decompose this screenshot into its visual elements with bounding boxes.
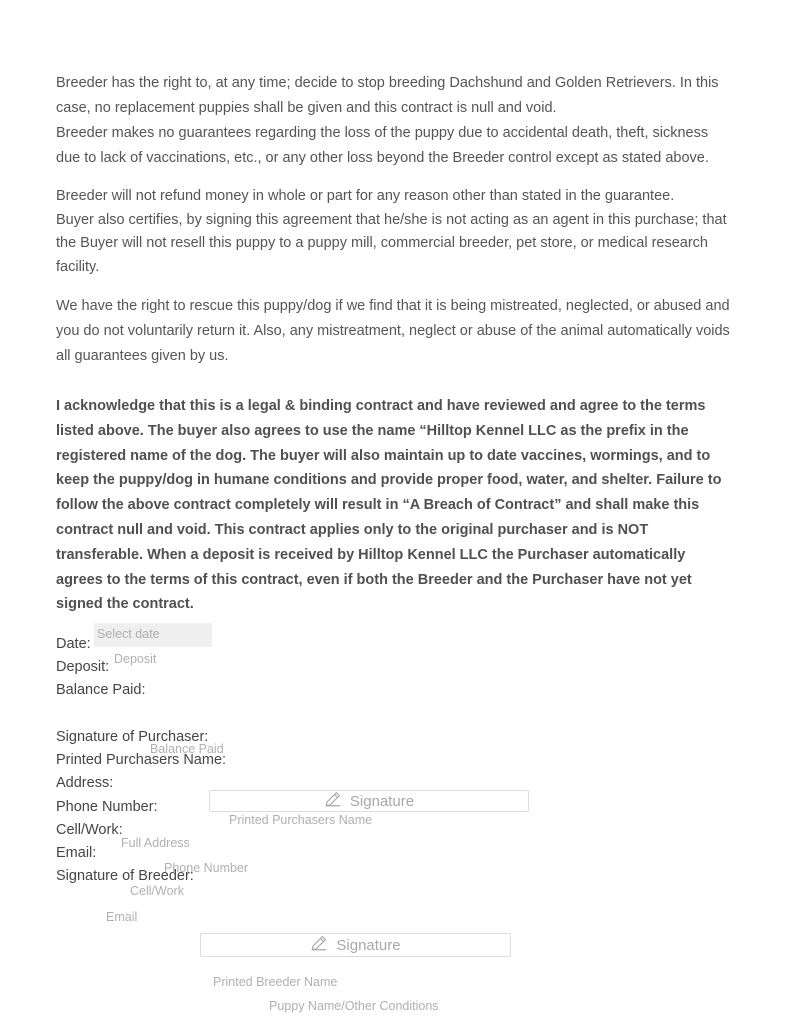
email-label: Email: (56, 845, 97, 861)
pen-icon (324, 790, 342, 812)
purchaser-signature-field[interactable] (209, 790, 529, 812)
breeder-signature-text: Signature (336, 936, 401, 954)
date-label: Date: (56, 636, 91, 652)
paragraph-rescue-right: We have the right to rescue this puppy/dog if we find that it is being mistreated, neglected, or abused and you do not voluntarily return it. Also, any mistreatment, neglect or abuse of the animal automatically voids all guarantees given by us. (56, 298, 730, 364)
pen-icon (310, 934, 328, 956)
puppy-name-input[interactable]: Puppy Name/Other Conditions (269, 999, 439, 1013)
printed-purchasers-name-input[interactable]: Printed Purchasers Name (229, 813, 373, 827)
breeder-signature-field[interactable] (200, 933, 511, 957)
printed-breeder-name-input[interactable]: Printed Breeder Name (213, 975, 338, 989)
paragraph-acknowledgement: I acknowledge that this is a legal & binding contract and have reviewed and agree to the terms listed above. The buyer also agrees to use the name “Hilltop Kennel LLC as the prefix in the registered name of the dog. The buyer will also maintain up to date vaccines, wormings, and to keep the puppy/dog in humane conditions and provide proper food, water, and shelter. Failure to follow the above contract completely will result in “A Breach of Contract” and shall make this contract null and void. This contract applies only to the original purchaser and is NOT transferable. When a deposit is received by Hilltop Kennel LLC the Purchaser automatically agrees to the terms of this contract, even if both the Breeder and the Purchaser have not yet signed the contract. (56, 398, 722, 613)
date-input[interactable]: Select date (94, 623, 212, 647)
signature-purchaser-label: Signature of Purchaser: (56, 729, 209, 745)
printed-purchasers-name-label: Printed Purchasers Name: (56, 752, 227, 768)
deposit-label: Deposit: (56, 659, 110, 675)
balance-paid-input[interactable]: Balance Paid (150, 742, 224, 756)
address-input[interactable]: Full Address (121, 836, 190, 850)
purchaser-signature-text: Signature (349, 792, 415, 810)
cell-work-label: Cell/Work: (56, 822, 123, 838)
phone-number-input[interactable]: Phone Number (164, 861, 249, 875)
email-input[interactable]: Email (106, 910, 138, 924)
phone-number-label: Phone Number: (56, 799, 158, 815)
balance-paid-label: Balance Paid: (56, 682, 146, 698)
paragraph-no-refund: Breeder will not refund money in whole or part for any reason other than stated in the guarantee. (56, 188, 675, 204)
address-label: Address: (56, 775, 114, 791)
signature-breeder-label: Signature of Breeder: (56, 868, 194, 884)
paragraph-no-guarantees: Breeder makes no guarantees regarding the loss of the puppy due to accidental death, theft, sickness due to lack of vaccinations, etc., or any other loss beyond the Breeder control except as stated above. (56, 125, 709, 166)
paragraph-buyer-certifies: Buyer also certifies, by signing this agreement that he/she is not acting as an agent in this purchase; that the Buyer will not resell this puppy to a puppy mill, commercial breeder, pet store, or medical research facility. (56, 211, 727, 275)
paragraph-stop-breeding: Breeder has the right to, at any time; decide to stop breeding Dachshund and Golden Retrievers. In this case, no replacement puppies shall be given and this contract is null and void. (56, 75, 719, 116)
deposit-input[interactable]: Deposit (114, 652, 157, 666)
cell-work-input[interactable]: Cell/Work (130, 884, 184, 898)
